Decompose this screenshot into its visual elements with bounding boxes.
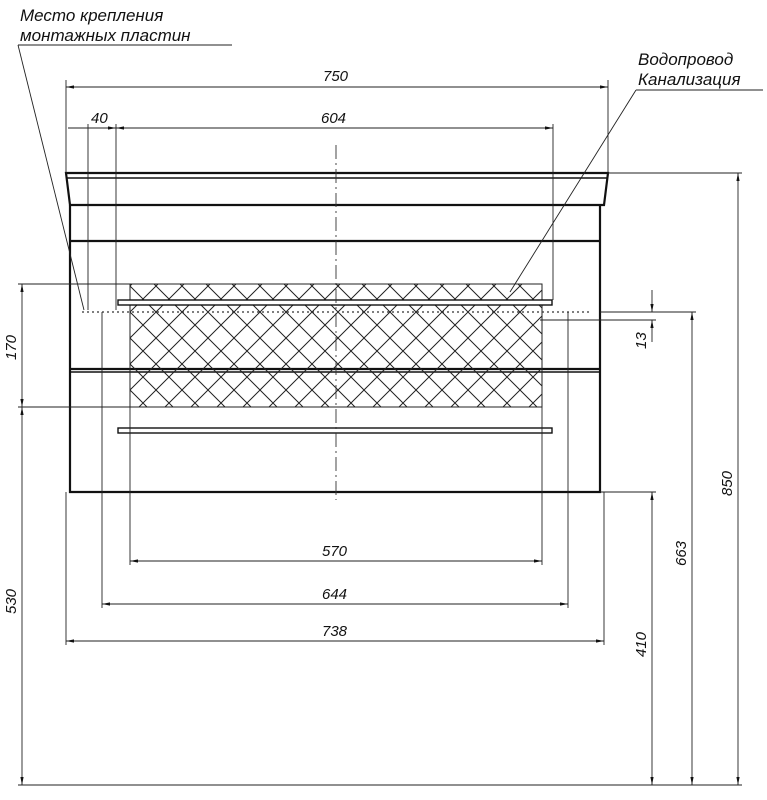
pipes-leader [510,90,636,292]
dim-170-label: 170 [3,334,20,360]
mounting-note-line1: Место крепления [20,6,164,25]
dim-604-label: 604 [321,110,347,127]
upper-drawer-handle [118,300,552,305]
pipes-note-line2: Канализация [638,70,741,89]
dim-570-label: 570 [322,543,348,560]
dim-663-label: 663 [673,540,690,566]
dim-850-label: 850 [719,470,736,496]
lower-drawer-handle [118,428,552,433]
dim-13-label: 13 [633,332,650,349]
dim-644-label: 644 [322,586,348,603]
dim-410-label: 410 [633,631,650,657]
dim-738-label: 738 [322,623,348,640]
dim-40-label: 40 [91,110,108,127]
dim-750-label: 750 [323,68,349,85]
pipes-note-line1: Водопровод [638,50,734,69]
dim-530-label: 530 [3,588,20,614]
dimension-lines [22,87,738,785]
mounting-note-line2: монтажных пластин [20,26,191,45]
cabinet [66,145,608,500]
